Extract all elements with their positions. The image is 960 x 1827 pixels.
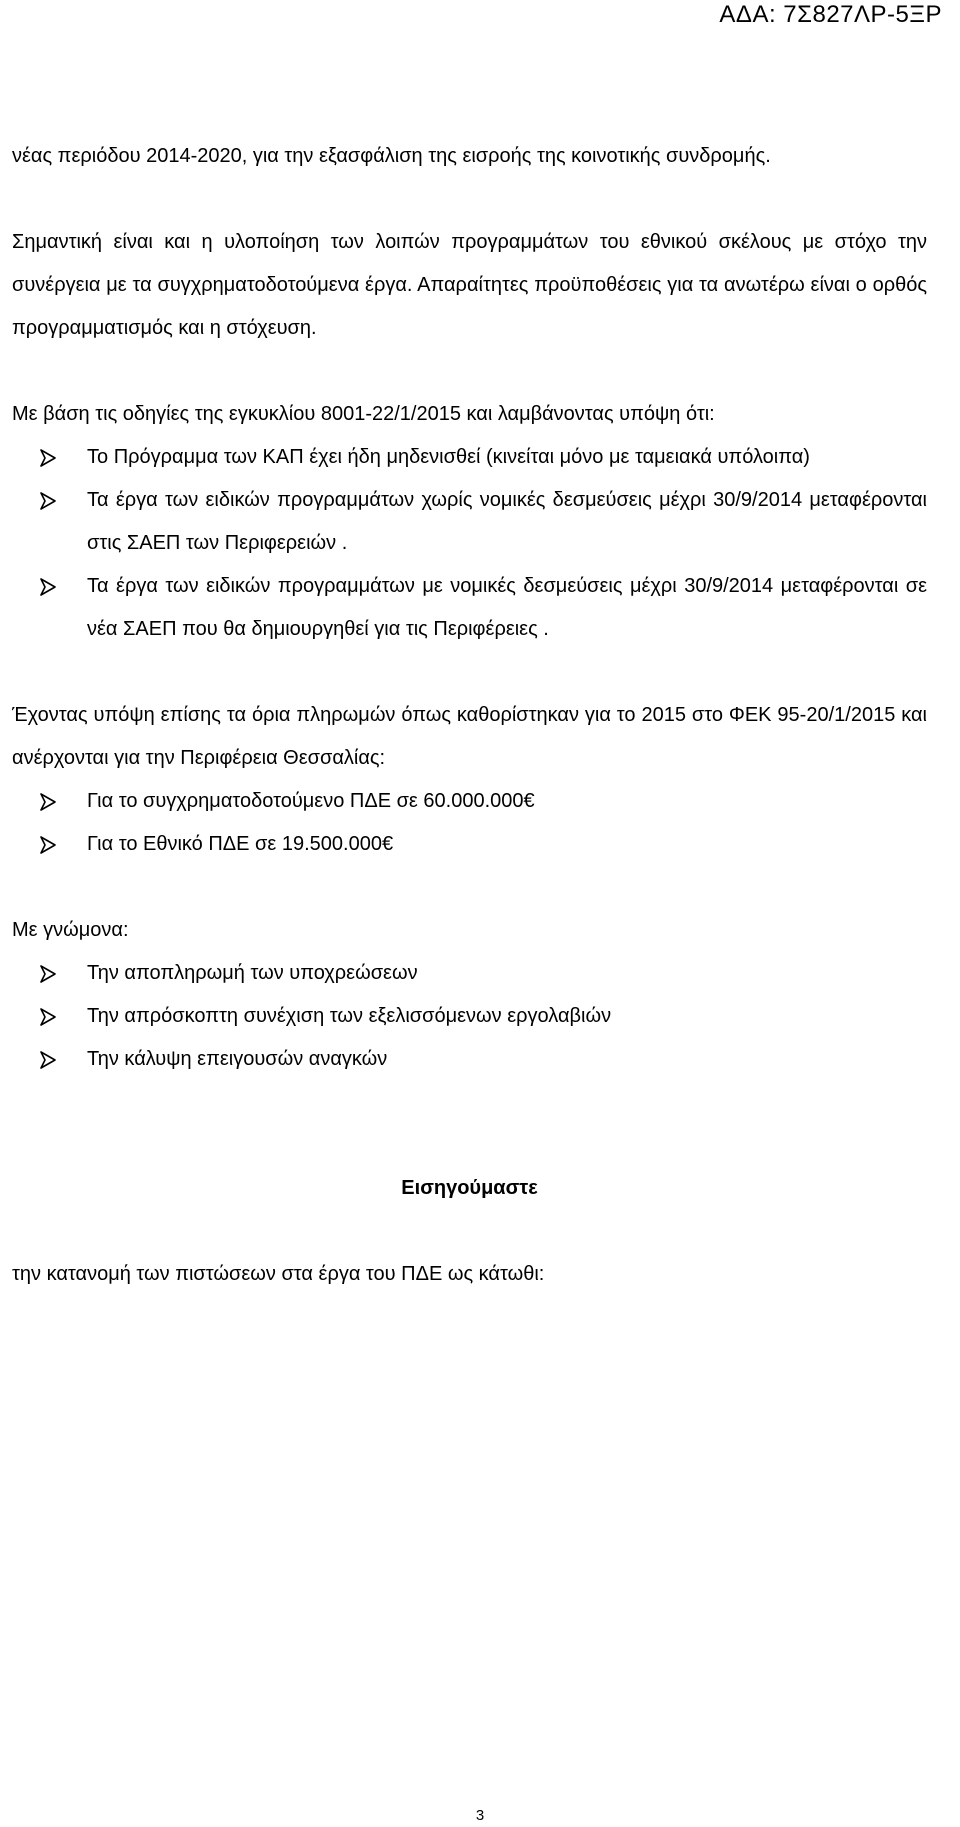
list-item-text: Το Πρόγραμμα των ΚΑΠ έχει ήδη μηδενισθεί (κινείται μόνο με ταμειακά υπόλοιπα) — [87, 446, 810, 468]
section-heading: Εισηγούμαστε — [401, 1177, 538, 1199]
circular-conditions-list — [12, 436, 927, 651]
list-item-text: Τα έργα των ειδικών προγραμμάτων χωρίς νομικές δεσμεύσεις μέχρι 30/9/2014 μεταφέρονται στις ΣΑΕΠ των Περιφερειών . — [87, 489, 927, 554]
payment-limits-list — [12, 780, 927, 866]
list-item — [12, 436, 927, 479]
list-item-text: Για το συγχρηματοδοτούμενο ΠΔΕ σε 60.000.000€ — [87, 790, 535, 812]
list-item — [12, 952, 927, 995]
list-item — [12, 479, 927, 565]
document-body — [12, 135, 927, 1296]
paragraph-criteria-intro: Με γνώμονα: — [12, 919, 129, 941]
list-item-text: Τα έργα των ειδικών προγραμμάτων με νομικές δεσμεύσεις μέχρι 30/9/2014 μεταφέρονται σε νέα ΣΑΕΠ που θα δημιουργηθεί για τις Περιφέρειες . — [87, 575, 927, 640]
arrowhead-bullet-icon — [40, 995, 58, 1038]
list-item-text: Την απρόσκοπτη συνέχιση των εξελισσόμενων εργολαβιών — [87, 1005, 612, 1027]
arrowhead-bullet-icon — [40, 952, 58, 995]
arrowhead-bullet-icon — [40, 479, 58, 522]
list-item — [12, 565, 927, 651]
page-number: 3 — [475, 1807, 485, 1824]
paragraph-allocation: την κατανομή των πιστώσεων στα έργα του ΠΔΕ ως κάτωθι: — [12, 1263, 545, 1285]
list-item-text: Για το Εθνικό ΠΔΕ σε 19.500.000€ — [87, 833, 394, 855]
paragraph-circular-basis: Με βάση τις οδηγίες της εγκυκλίου 8001-22/1/2015 και λαμβάνοντας υπόψη ότι: — [12, 403, 715, 425]
list-item — [12, 780, 927, 823]
paragraph-payment-limits: Έχοντας υπόψη επίσης τα όρια πληρωμών όπως καθορίστηκαν για το 2015 στο ΦΕΚ 95-20/1/2015 και ανέρχονται για την Περιφέρεια Θεσσαλίας: — [12, 704, 927, 769]
list-item-text: Την αποπληρωμή των υποχρεώσεων — [87, 962, 418, 984]
arrowhead-bullet-icon — [40, 780, 58, 823]
arrowhead-bullet-icon — [40, 436, 58, 479]
list-item-text: Την κάλυψη επειγουσών αναγκών — [87, 1048, 388, 1070]
paragraph-new-period: νέας περιόδου 2014-2020, για την εξασφάλιση της εισροής της κοινοτικής συνδρομής. — [12, 145, 771, 167]
list-item — [12, 823, 927, 866]
list-item — [12, 995, 927, 1038]
paragraph-national-programs: Σημαντική είναι και η υλοποίηση των λοιπών προγραμμάτων του εθνικού σκέλους με στόχο την συνέργεια με τα συγχρηματοδοτούμενα έργα. Απαραίτητες προϋποθέσεις για τα ανωτέρω είναι ο ορθός προγραμματισμός και η στόχευση. — [12, 231, 927, 339]
arrowhead-bullet-icon — [40, 565, 58, 608]
ada-code: ΑΔΑ: 7Σ827ΛΡ-5ΞΡ — [719, 1, 942, 28]
list-item — [12, 1038, 927, 1081]
criteria-list — [12, 952, 927, 1081]
arrowhead-bullet-icon — [40, 823, 58, 866]
arrowhead-bullet-icon — [40, 1038, 58, 1081]
